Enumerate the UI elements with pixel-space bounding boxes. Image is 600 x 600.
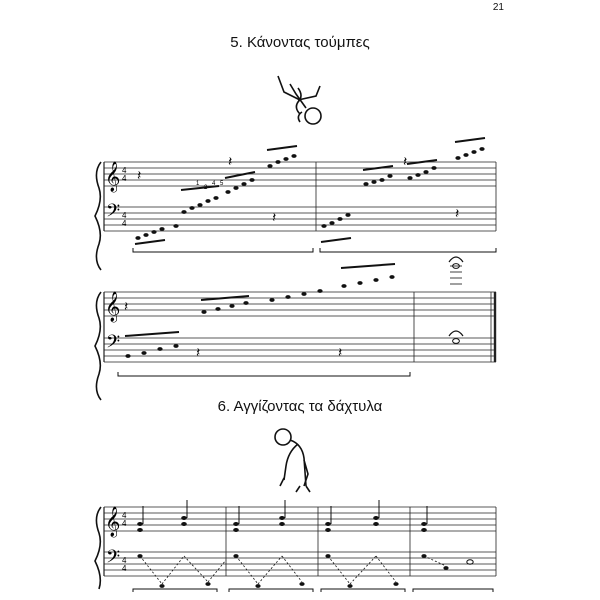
svg-text:4: 4 — [122, 511, 127, 520]
fingering-label: 5 — [220, 181, 224, 187]
fingering-label: 2 — [204, 185, 208, 191]
bass-clef-icon: 𝄢 — [106, 547, 121, 572]
svg-text:4: 4 — [122, 564, 127, 573]
svg-text:𝄽: 𝄽 — [124, 299, 129, 315]
brace — [95, 292, 101, 400]
treble-clef-icon: 𝄞 — [105, 162, 121, 192]
time-signature: 4 — [122, 166, 127, 175]
svg-text:𝄽: 𝄽 — [338, 345, 343, 361]
svg-text:𝄽: 𝄽 — [228, 154, 233, 170]
fermata-icon — [449, 257, 463, 262]
tumbling-figure-illustration — [278, 76, 321, 124]
fingering-label: 1 — [196, 181, 200, 187]
svg-text:𝄽: 𝄽 — [403, 154, 408, 170]
treble-clef-icon: 𝄞 — [105, 507, 121, 537]
svg-text:𝄽: 𝄽 — [137, 168, 142, 184]
exercise-title-6: 6. Αγγίζοντας τα δάχτυλα — [217, 398, 383, 415]
staff-system-1 — [95, 138, 496, 270]
fingering-label: 4 — [212, 181, 216, 187]
fermata-icon — [449, 331, 463, 336]
brace — [95, 507, 101, 589]
svg-text:4: 4 — [122, 556, 127, 565]
treble-clef-icon: 𝄞 — [105, 292, 121, 322]
svg-text:4: 4 — [122, 174, 127, 183]
svg-text:4: 4 — [122, 211, 127, 220]
bass-clef-icon: 𝄢 — [106, 332, 121, 357]
svg-text:4: 4 — [122, 519, 127, 528]
page-number: 21 — [492, 2, 504, 13]
svg-text:𝄽: 𝄽 — [455, 206, 460, 222]
bass-clef-icon: 𝄢 — [106, 201, 121, 226]
rest-marks — [124, 299, 342, 361]
staff-system-3 — [95, 500, 496, 592]
exercise-title-5: 5. Κάνοντας τούμπες — [230, 34, 370, 51]
svg-text:4: 4 — [122, 219, 127, 228]
brace — [95, 162, 101, 270]
toe-touching-figure-illustration — [275, 429, 310, 492]
svg-text:𝄽: 𝄽 — [196, 345, 201, 361]
staff-system-2 — [95, 257, 496, 400]
svg-text:𝄽: 𝄽 — [272, 210, 277, 226]
